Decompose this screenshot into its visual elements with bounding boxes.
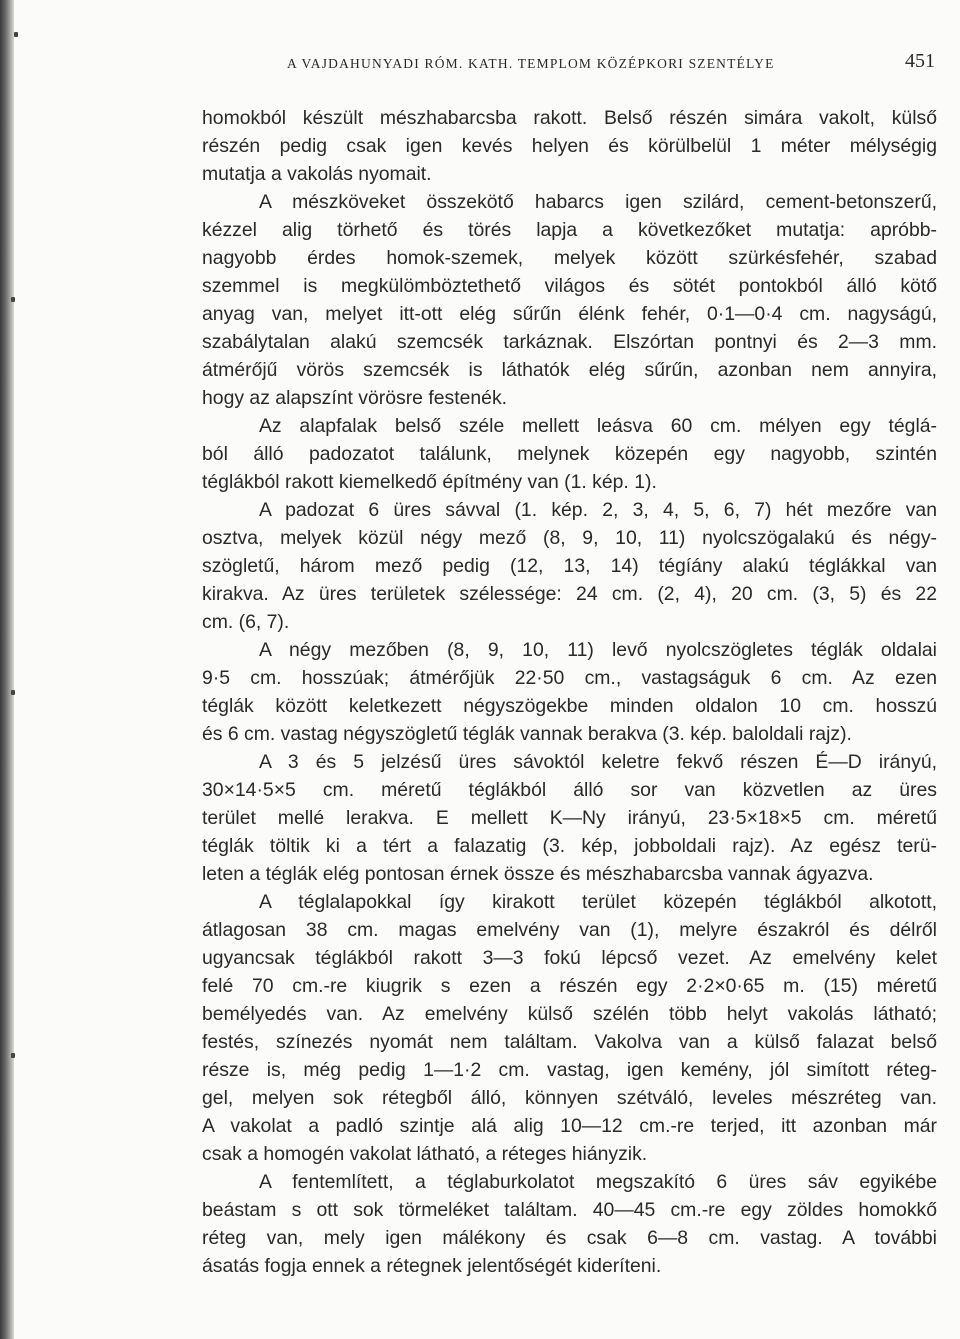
text-line: és 6 cm. vastag négyszögletű téglák vannak berakva (3. kép. baloldali rajz). bbox=[202, 723, 852, 745]
scan-speck bbox=[11, 297, 15, 302]
text-line: téglákból rakott kiemelkedő építmény van (1. kép. 1). bbox=[202, 471, 657, 493]
text-line: ból álló padozatot találunk, melynek közepén egy nagyobb, szintén bbox=[202, 443, 937, 465]
text-line: réteg van, mely igen málékony és csak 6—8 cm. vastag. A további bbox=[202, 1227, 937, 1249]
running-head: A VAJDAHUNYADI RÓM. KATH. TEMPLOM KÖZÉPKORI SZENTÉLYE bbox=[287, 56, 775, 71]
text-line: felé 70 cm.-re kiugrik s ezen a részén egy 2·2×0·65 m. (15) méretű bbox=[202, 975, 937, 997]
text-line: kirakva. Az üres területek szélessége: 24 cm. (2, 4), 20 cm. (3, 5) és 22 bbox=[202, 583, 937, 605]
scan-speck bbox=[11, 690, 15, 695]
text-line: szögletű, három mező pedig (12, 13, 14) tégíány alakú téglákkal van bbox=[202, 555, 937, 577]
text-line: A mészköveket összekötő habarcs igen szilárd, cement-betonszerű, bbox=[259, 191, 937, 213]
text-line: A téglalapokkal így kirakott terület közepén téglákból alkotott, bbox=[259, 891, 937, 913]
text-line: gel, melyen sok rétegből álló, könnyen szétváló, leveles mészréteg van. bbox=[202, 1087, 937, 1109]
text-line: nagyobb érdes homok-szemek, melyek között szürkésfehér, szabad bbox=[202, 247, 937, 269]
text-line: része is, még pedig 1—1·2 cm. vastag, igen kemény, jól simított réteg- bbox=[202, 1059, 937, 1081]
text-line: cm. (6, 7). bbox=[202, 611, 290, 633]
text-line: hogy az alapszínt vörösre festenék. bbox=[202, 387, 508, 409]
text-line: téglák töltik ki a tért a falazatig (3. kép, jobboldali rajz). Az egész terü- bbox=[202, 835, 937, 857]
text-line: ásatás fogja ennek a rétegnek jelentőségét kideríteni. bbox=[202, 1255, 662, 1277]
text-line: A fentemlített, a téglaburkolatot megszakító 6 üres sáv egyikébe bbox=[259, 1171, 937, 1193]
text-line: szabálytalan alakú szemcsék tarkáznak. Elszórtan pontnyi és 2—3 mm. bbox=[202, 331, 937, 353]
text-line: kézzel alig törhető és törés lapja a következőket mutatja: apróbb- bbox=[202, 219, 937, 241]
text-line: 30×14·5×5 cm. méretű téglákból álló sor van közvetlen az üres bbox=[202, 779, 937, 801]
text-line: szemmel is megkülömböztethető világos és sötét pontokból álló kötő bbox=[202, 275, 937, 297]
scan-speck bbox=[11, 1053, 15, 1058]
text-line: A padozat 6 üres sávval (1. kép. 2, 3, 4, 5, 6, 7) hét mezőre van bbox=[259, 499, 937, 521]
text-line: Az alapfalak belső széle mellett leásva 60 cm. mélyen egy téglá- bbox=[259, 415, 937, 437]
text-line: téglák között keletkezett négyszögekbe minden oldalon 10 cm. hosszú bbox=[202, 695, 937, 717]
text-line: leten a téglák elég pontosan érnek össze és mészhabarcsba vannak ágyazva. bbox=[202, 863, 874, 885]
text-line: osztva, melyek közül négy mező (8, 9, 10, 11) nyolcszögalakú és négy- bbox=[202, 527, 937, 549]
text-line: 9·5 cm. hosszúak; átmérőjük 22·50 cm., vastagságuk 6 cm. Az ezen bbox=[202, 667, 937, 689]
text-line: bemélyedés van. Az emelvény külső szélén több helyt vakolás látható; bbox=[202, 1003, 937, 1025]
page-number: 451 bbox=[905, 50, 935, 72]
text-line: A vakolat a padló szintje alá alig 10—12 cm.-re terjed, itt azonban már bbox=[202, 1115, 937, 1137]
text-line: terület mellé lerakva. E mellett K—Ny irányú, 23·5×18×5 cm. méretű bbox=[202, 807, 937, 829]
text-line: A négy mezőben (8, 9, 10, 11) levő nyolcszögletes téglák oldalai bbox=[259, 639, 937, 661]
scan-shadow-edge bbox=[0, 0, 14, 1339]
text-line: átlagosan 38 cm. magas emelvény van (1), melyre északról és délről bbox=[202, 919, 937, 941]
text-line: csak a homogén vakolat látható, a réteges hiányzik. bbox=[202, 1143, 648, 1165]
text-line: anyag van, melyet itt-ott elég sűrűn élénk fehér, 0·1—0·4 cm. nagyságú, bbox=[202, 303, 937, 325]
text-line: homokból készült mészhabarcsba rakott. Belső részén simára vakolt, külső bbox=[202, 107, 937, 129]
text-line: részén pedig csak igen kevés helyen és körülbelül 1 méter mélységig bbox=[202, 135, 937, 157]
text-line: festés, színezés nyomát nem találtam. Vakolva van a külső falazat belső bbox=[202, 1031, 937, 1053]
text-line: ugyancsak téglákból rakott 3—3 fokú lépcső vezet. Az emelvény kelet bbox=[202, 947, 937, 969]
text-line: mutatja a vakolás nyomait. bbox=[202, 163, 432, 185]
text-line: A 3 és 5 jelzésű üres sávoktól keletre fekvő részen É—D irányú, bbox=[259, 751, 937, 773]
text-line: átmérőjű vörös szemcsék is láthatók elég sűrűn, azonban nem annyira, bbox=[202, 359, 937, 381]
text-line: beástam s ott sok törmeléket találtam. 40—45 cm.-re egy zöldes homokkő bbox=[202, 1199, 937, 1221]
body-text bbox=[202, 104, 937, 1280]
scan-speck bbox=[14, 32, 18, 37]
page-header bbox=[287, 50, 935, 76]
